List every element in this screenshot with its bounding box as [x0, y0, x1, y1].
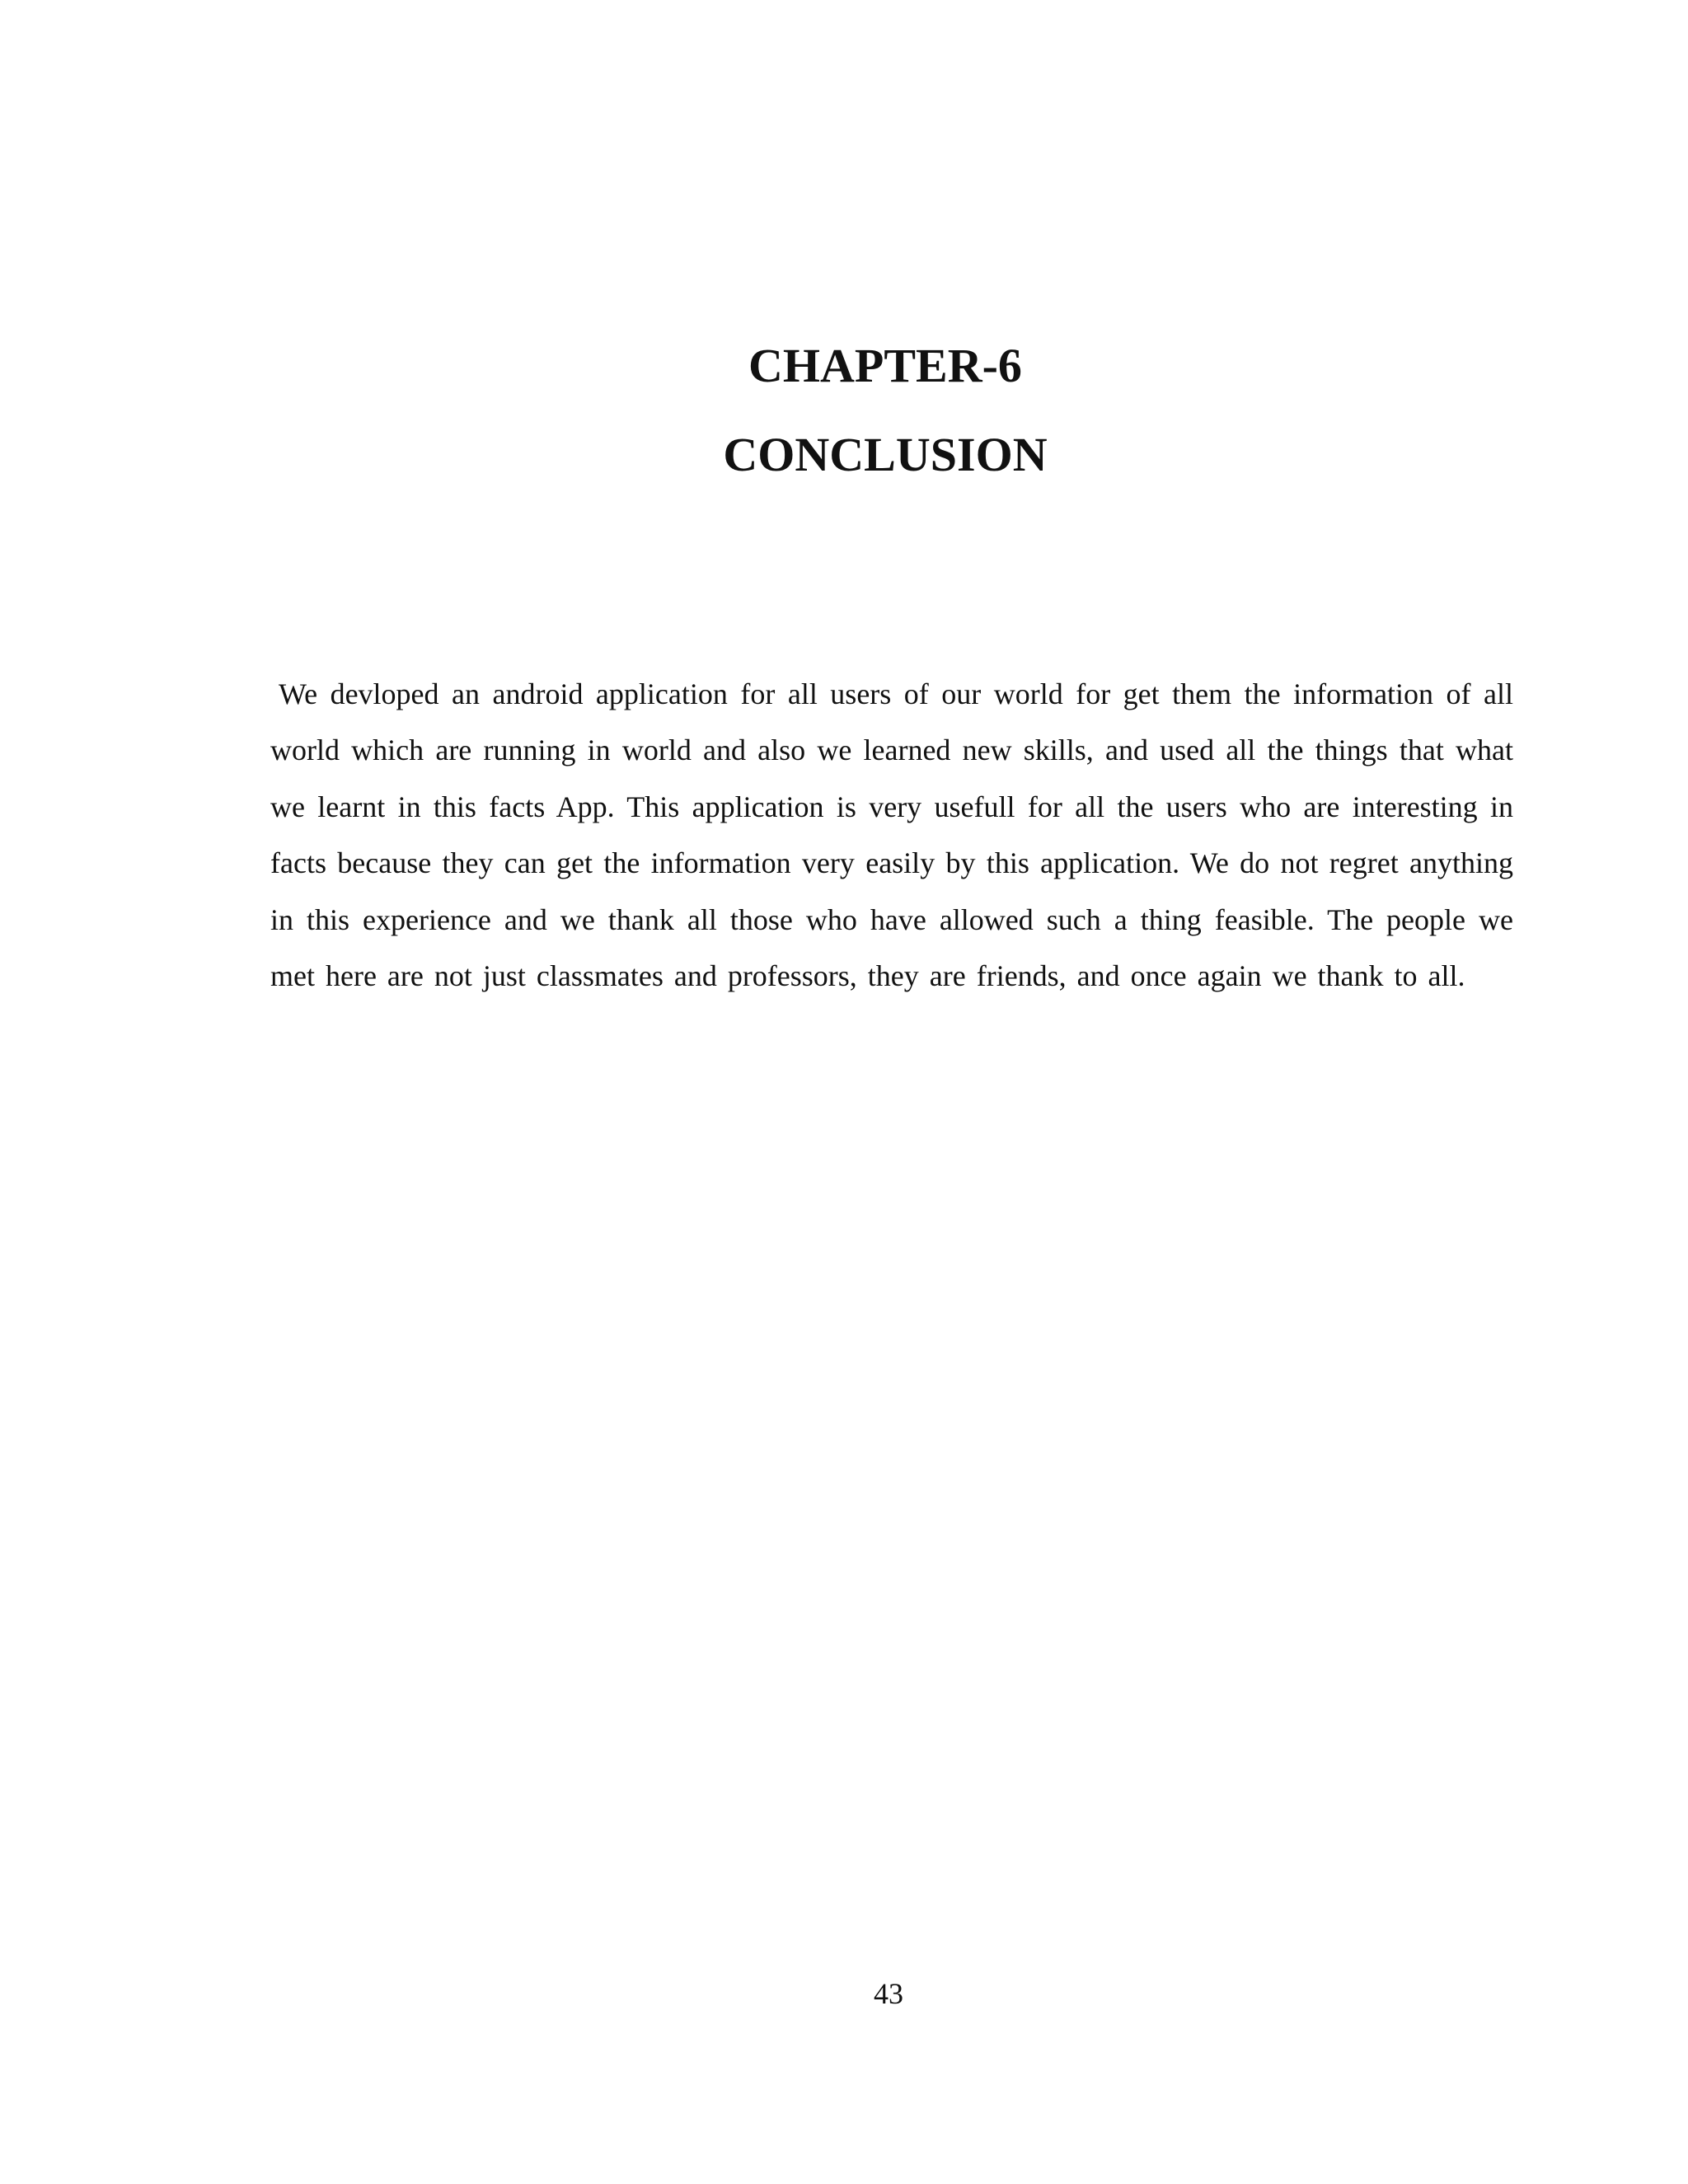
chapter-title: CONCLUSION: [723, 428, 1048, 481]
chapter-number: CHAPTER-6: [748, 339, 1022, 392]
conclusion-paragraph: We devloped an android application for all users of our world for get them the information of all world which are running in world and also we learned new skills, and used all the things that what we learnt in this facts App. This application is very usefull for all the users who are interesting in facts because they can get the information very easily by this application. We do not regret anything in this experience and we thank all those who have allowed such a thing feasible. The people we met here are not just classmates and professors, they are friends, and once again we thank to all.: [270, 677, 1513, 993]
page-number: 43: [874, 1977, 903, 2010]
